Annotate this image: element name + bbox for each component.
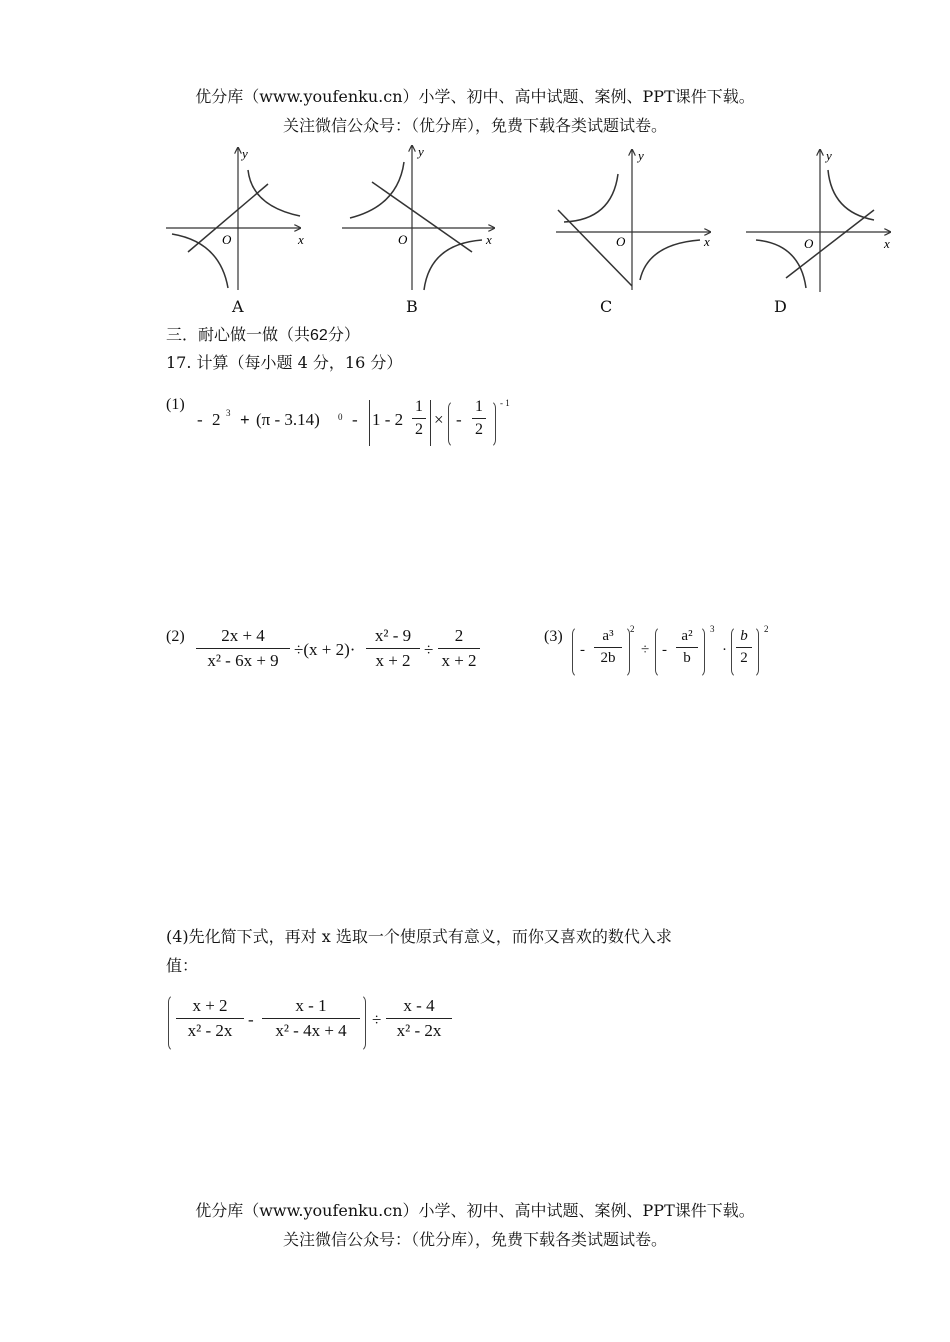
problem-1-half-2-den: 2: [475, 421, 483, 438]
problem-1-exp-0: 0: [338, 412, 343, 422]
problem-4-minus: -: [248, 1010, 254, 1029]
graph-a-y-label: y: [242, 146, 248, 161]
abs-bar-right: [430, 400, 431, 446]
footer-line-2: 关注微信公众号：（优分库），免费下载各类试题试卷。: [282, 1230, 667, 1249]
problem-1-paren: [448, 400, 496, 448]
graph-b-x-label: x: [486, 232, 492, 247]
graph-c-curve-1: [564, 174, 618, 222]
problem-1-half-2-num: 1: [475, 398, 483, 415]
problem-1-neg: -: [197, 410, 203, 429]
graph-b-y-label: y: [418, 144, 424, 159]
graph-d-x-label: x: [884, 236, 890, 251]
graph-c-y-label: y: [638, 148, 644, 163]
problem-2-f3-num: 2: [454, 626, 464, 645]
footer-line-1: 优分库（www.youfenku.cn）小学、初中、高中试题、案例、PPT课件下载。: [195, 1201, 755, 1220]
problem-1-minus: -: [352, 410, 358, 429]
problem-3-label: (3): [544, 628, 563, 645]
graph-a: [166, 146, 304, 290]
question-17-heading: 17. 计算（每小题 4 分，16 分）: [166, 353, 403, 372]
fraction-bar: [736, 647, 752, 648]
graph-c: [556, 148, 710, 290]
graph-d-curve-1: [828, 170, 874, 220]
abs-bar-left: [369, 400, 370, 446]
problem-4-div: ÷: [372, 1010, 382, 1029]
graph-a-origin-label: O: [222, 232, 232, 247]
problem-4-f1-num: x + 2: [192, 996, 228, 1015]
problem-1-neg-2: -: [456, 410, 462, 429]
problem-4-f2-den: x² - 4x + 4: [275, 1021, 347, 1040]
problem-4-text-line-2: 值：: [166, 956, 199, 975]
problem-2-div-2: ÷: [424, 640, 434, 659]
problem-3-f2-num: a²: [681, 628, 693, 644]
problem-2-f3-den: x + 2: [441, 651, 477, 670]
fraction-bar: [386, 1018, 452, 1019]
problem-4-fraction-1: [176, 996, 244, 1041]
answer-graphs: [160, 140, 900, 300]
header-line-1: 优分库（www.youfenku.cn）小学、初中、高中试题、案例、PPT课件下载。: [195, 87, 755, 106]
problem-3-paren-3: [731, 626, 759, 678]
problem-2-f2-den: x + 2: [375, 651, 411, 670]
problem-3-neg: -: [580, 642, 585, 658]
graph-b-origin-label: O: [398, 232, 408, 247]
graph-a-x-label: x: [298, 232, 304, 247]
graph-d: [746, 148, 890, 292]
problem-4-f3-den: x² - 2x: [396, 1021, 442, 1040]
problem-1-exp-neg-1: - 1: [500, 398, 510, 408]
problem-1-plus: +: [240, 410, 250, 429]
graph-label-a: A: [232, 297, 244, 316]
section-title-suffix: 分）: [327, 325, 360, 344]
section-title-points: 62: [310, 327, 328, 344]
problem-1-label: (1): [166, 396, 185, 413]
graph-c-curve-2: [640, 240, 700, 280]
graph-b-line: [372, 182, 472, 252]
problem-3-fraction-3: [736, 628, 752, 667]
problem-4-fraction-3: [386, 996, 452, 1041]
problem-4-text-line-1: (4)先化简下式，再对 x 选取一个使原式有意义，而你又喜欢的数代入求: [166, 927, 672, 946]
problem-1-exp-3: 3: [226, 408, 231, 418]
graph-b-curve-1: [350, 162, 404, 218]
problem-4-f1-den: x² - 2x: [187, 1021, 233, 1040]
problem-1-half-2: [472, 398, 486, 439]
graph-d-y-label: y: [826, 148, 832, 163]
problem-1-half: [412, 398, 426, 439]
problem-2-f1-num: 2x + 4: [221, 626, 265, 645]
problem-3-fraction-2: [676, 628, 698, 667]
fraction-bar: [262, 1018, 360, 1019]
problem-2-fraction-3: [438, 626, 480, 671]
problem-3-fraction-1: [594, 628, 622, 667]
problem-3-f3-den: 2: [740, 650, 748, 666]
problem-3-paren-1: [572, 626, 630, 678]
graph-d-curve-2: [756, 240, 806, 288]
problem-2-f2-num: x² - 9: [374, 626, 412, 645]
problem-1-times: ×: [434, 410, 444, 429]
problem-2-label: (2): [166, 628, 185, 645]
problem-3-neg-2: -: [662, 642, 667, 658]
problem-3-exp-2: 2: [630, 624, 635, 634]
fraction-bar: [676, 647, 698, 648]
problem-3-paren-2: [655, 626, 705, 678]
fraction-bar: [472, 418, 486, 419]
fraction-bar: [412, 418, 426, 419]
problem-3-f1-num: a³: [602, 628, 614, 644]
problem-1-one-minus-two: 1 - 2: [372, 410, 404, 429]
graph-label-b: B: [406, 297, 418, 316]
graph-label-d: D: [774, 297, 787, 316]
problem-4-f2-num: x - 1: [295, 996, 327, 1015]
header-line-2: 关注微信公众号：（优分库），免费下载各类试题试卷。: [282, 116, 667, 135]
graph-label-c: C: [600, 297, 613, 316]
fraction-bar: [366, 648, 420, 649]
problem-1-half-num: 1: [415, 398, 423, 415]
problem-3-dot: ·: [722, 642, 727, 658]
problem-4-fraction-2: [262, 996, 360, 1041]
problem-3-f1-den: 2b: [600, 650, 616, 666]
section-title-prefix: 三．耐心做一做（共: [166, 325, 311, 344]
graph-d-origin-label: O: [804, 236, 814, 251]
fraction-bar: [594, 647, 622, 648]
graph-a-curve-1: [248, 170, 300, 216]
graph-b: [342, 144, 494, 290]
graph-b-curve-2: [424, 240, 482, 290]
fraction-bar: [176, 1018, 244, 1019]
graph-c-origin-label: O: [616, 234, 626, 249]
graph-d-line: [786, 210, 874, 278]
problem-1-base-two: 2: [212, 410, 221, 429]
problem-2-div-1: ÷(x + 2)·: [294, 640, 356, 659]
problem-4-paren: [168, 994, 366, 1052]
problem-1-half-den: 2: [415, 421, 423, 438]
problem-4-f3-num: x - 4: [403, 996, 435, 1015]
problem-3-div: ÷: [641, 642, 650, 658]
graph-c-x-label: x: [704, 234, 710, 249]
problem-1-pi-expr: (π - 3.14): [256, 410, 320, 429]
problem-2-fraction-1: [196, 626, 290, 671]
problem-3-f3-num: b: [740, 628, 748, 644]
section-title: [166, 324, 360, 347]
problem-2-fraction-2: [366, 626, 420, 671]
problem-3-exp-3: 3: [710, 624, 715, 634]
fraction-bar: [196, 648, 290, 649]
problem-2-f1-den: x² - 6x + 9: [207, 651, 279, 670]
problem-3-f2-den: b: [683, 650, 691, 666]
problem-3-exp-2b: 2: [764, 624, 769, 634]
fraction-bar: [438, 648, 480, 649]
